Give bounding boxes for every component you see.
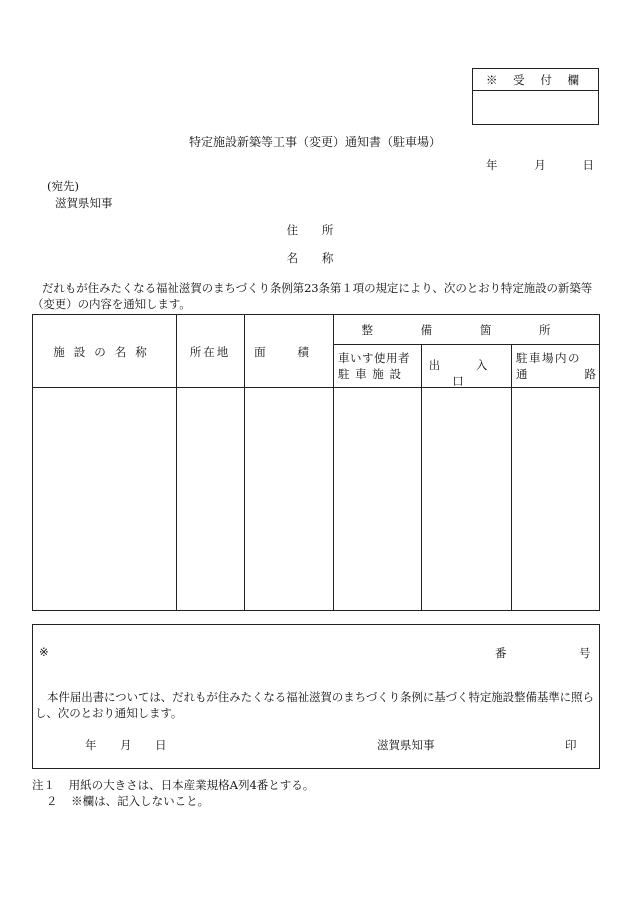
notice-seal-mark: 印 xyxy=(565,738,577,752)
header-location: 所在地 xyxy=(189,345,231,359)
table-divider xyxy=(333,344,599,345)
notice-mark: ※ xyxy=(39,645,49,659)
body-text: だれもが住みたくなる福祉滋賀のまちづくり条例第23条第１項の規定により、次のとおり特定施設の新築等（変更）の内容を通知します。 xyxy=(32,281,593,311)
reception-label: ※ 受 付 欄 xyxy=(473,69,598,91)
header-passage-line2 xyxy=(516,366,596,382)
input-location[interactable] xyxy=(177,388,244,610)
header-passage-line1: 駐車場内の xyxy=(516,351,581,365)
note-1-number: 注１ xyxy=(32,778,55,792)
header-area: 面 積 xyxy=(254,345,323,359)
input-parking-passage[interactable] xyxy=(512,388,599,610)
header-wheelchair-line2: 駐 車 施 設 xyxy=(338,367,402,381)
note-1 xyxy=(32,777,314,793)
header-wheelchair-line1: 車いす使用者 xyxy=(338,351,410,365)
notice-number-label-a: 番 xyxy=(495,646,507,660)
header-maintenance-locations: 整 備 箇 所 xyxy=(361,323,573,337)
header-wheelchair-parking xyxy=(338,350,418,382)
header-passage-char2: 路 xyxy=(584,367,596,381)
header-facility-name: 施設の名称 xyxy=(53,345,156,359)
notes xyxy=(32,777,314,809)
header-entrance: 出 入 口 xyxy=(428,358,504,388)
header-parking-passage xyxy=(516,350,596,382)
input-area[interactable] xyxy=(245,388,333,610)
addressee-name: 滋賀県知事 xyxy=(55,196,113,210)
note-1-text: 用紙の大きさは、日本産業規格A列4番とする。 xyxy=(68,778,315,792)
notice-governor: 滋賀県知事 xyxy=(377,738,435,752)
addressee xyxy=(47,178,113,212)
address-label: 住 所 xyxy=(286,223,344,237)
notice-day: 日 xyxy=(155,738,167,752)
notice-year: 年 xyxy=(85,738,97,752)
facility-table xyxy=(32,314,600,611)
input-facility-name[interactable] xyxy=(33,388,176,610)
reception-box xyxy=(472,68,599,125)
addressee-prefix: (宛先) xyxy=(47,179,79,193)
notice-text: 本件届出書については、だれもが住みたくなる福祉滋賀のまちづくり条例に基づく特定施設整備基準に照らし、次のとおり通知します。 xyxy=(35,690,594,720)
name-label: 名 称 xyxy=(286,251,344,265)
note-2-text: ※欄は、記入しないこと。 xyxy=(71,794,210,808)
note-2 xyxy=(32,793,314,809)
date-month: 月 xyxy=(534,158,546,172)
date-day: 日 xyxy=(582,158,594,172)
header-passage-char1: 通 xyxy=(516,367,528,381)
notice-box xyxy=(32,624,600,769)
input-wheelchair-parking[interactable] xyxy=(334,388,421,610)
notice-month: 月 xyxy=(120,738,132,752)
note-2-number: ２ xyxy=(46,794,58,808)
date-year: 年 xyxy=(486,158,498,172)
document-title: 特定施設新築等工事（変更）通知書（駐車場） xyxy=(188,135,441,149)
input-entrance[interactable] xyxy=(422,388,511,610)
date-row xyxy=(486,157,594,173)
notice-number-label-b: 号 xyxy=(579,646,591,660)
